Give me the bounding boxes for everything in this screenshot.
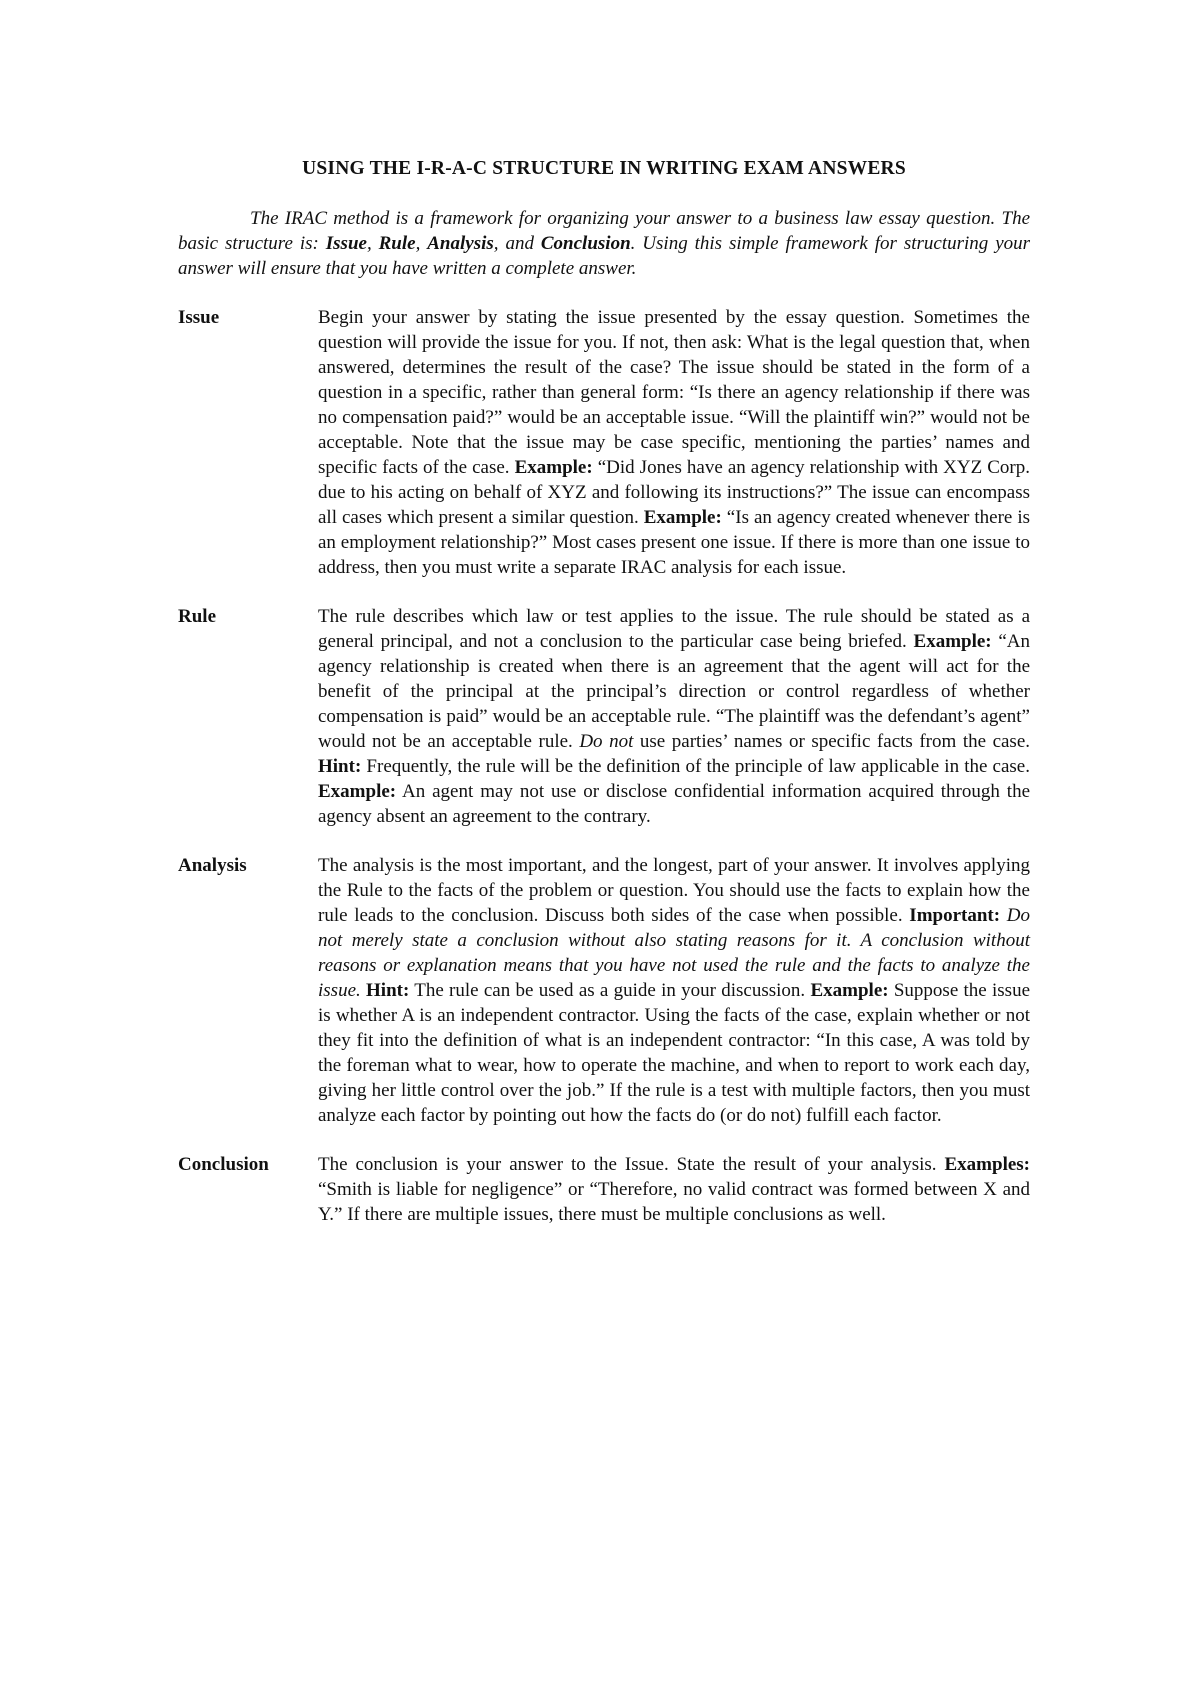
bold-text: Issue bbox=[325, 233, 367, 254]
text-run: An agent may not use or disclose confidential information acquired through the agency absent an agreement to the contrary. bbox=[318, 781, 1030, 827]
document-page bbox=[178, 158, 1030, 1251]
section-label-analysis: Analysis bbox=[178, 855, 247, 876]
italic-text: Do not bbox=[579, 731, 634, 752]
bold-text: Example: bbox=[810, 980, 889, 1001]
bold-text: Hint: bbox=[366, 980, 410, 1001]
text-run: The conclusion is your answer to the Issue. State the result of your analysis. bbox=[318, 1154, 945, 1175]
bold-text: Example: bbox=[913, 631, 992, 652]
section-label-rule: Rule bbox=[178, 606, 216, 627]
text-run: The IRAC method is a framework for organizing your answer to a business law essay question. The basic structure is: bbox=[178, 208, 1030, 254]
text-run: Begin your answer by stating the issue presented by the essay question. Sometimes the question will provide the issue for you. If not, then ask: What is the legal question that, when answered, determines the result of the case? The issue should be stated in the form of a question in a specific, rather than general form: “Is there an agency relationship if there was no compensation paid?” would be an acceptable issue. “Will the plaintiff win?” would not be acceptable. Note that the issue may be case specific, mentioning the parties’ names and specific facts of the case. bbox=[318, 307, 1030, 478]
text-run: use parties’ names or specific facts from the case. bbox=[633, 731, 1031, 752]
text-run: “Did Jones have an agency relationship with XYZ Corp. due to his acting on behalf of XYZ and following its instructions?” The issue can encompass all cases which present a similar question. bbox=[318, 457, 1030, 528]
section-body-issue bbox=[318, 305, 1030, 580]
bold-text: Conclusion bbox=[540, 233, 631, 254]
section-conclusion bbox=[178, 1152, 1030, 1227]
text-run: “Is an agency created whenever there is an employment relationship?” Most cases present one issue. If there is more than one issue to address, then you must write a separate IRAC analysis for each issue. bbox=[318, 507, 1031, 578]
section-body-rule bbox=[318, 604, 1030, 829]
text-run bbox=[1000, 905, 1007, 926]
bold-text: Analysis bbox=[427, 233, 494, 254]
text-run: The rule describes which law or test applies to the issue. The rule should be stated as a general principal, and not a conclusion to the particular case being briefed. bbox=[318, 606, 1030, 652]
bold-text: Important: bbox=[909, 905, 1001, 926]
bold-text: Hint: bbox=[318, 756, 362, 777]
text-run: . Using this simple framework for structuring your answer will ensure that you have written a complete answer. bbox=[178, 233, 1031, 279]
bold-text: Example: bbox=[643, 507, 722, 528]
section-body-conclusion bbox=[318, 1152, 1030, 1227]
text-run: Suppose the issue is whether A is an independent contractor. Using the facts of the case, explain whether or not they fit into the definition of what is an independent contractor: “In this case, A was told by the foreman what to wear, how to operate the machine, and when to report to work each day, giving her little control over the job.” If the rule is a test with multiple factors, then you must analyze each factor by pointing out how the facts do (or do not) fulfill each factor. bbox=[318, 980, 1031, 1126]
text-run: The analysis is the most important, and the longest, part of your answer. It involves applying the Rule to the facts of the problem or question. You should use the facts to explain how the rule leads to the conclusion. Discuss both sides of the case when possible. bbox=[318, 855, 1030, 926]
italic-text: Do not merely state a conclusion without also stating reasons for it. A conclusion without reasons or explanation means that you have not used the rule and the facts to analyze the issue. bbox=[318, 905, 1030, 1001]
section-label-issue: Issue bbox=[178, 307, 220, 328]
bold-text: Example: bbox=[318, 781, 397, 802]
intro-paragraph bbox=[178, 206, 1030, 281]
irac-sections bbox=[178, 305, 1030, 1227]
document-title: USING THE I-R-A-C STRUCTURE IN WRITING EXAM ANSWERS bbox=[302, 158, 906, 179]
section-rule bbox=[178, 604, 1030, 829]
section-body-analysis bbox=[318, 853, 1030, 1128]
section-issue bbox=[178, 305, 1030, 580]
text-run: “Smith is liable for negligence” or “Therefore, no valid contract was formed between X and Y.” If there are multiple issues, there must be multiple conclusions as well. bbox=[318, 1179, 1030, 1225]
text-run: Frequently, the rule will be the definition of the principle of law applicable in the case. bbox=[361, 756, 1030, 777]
text-run: , bbox=[366, 233, 379, 254]
bold-text: Examples: bbox=[944, 1154, 1030, 1175]
text-run: “An agency relationship is created when there is an agreement that the agent will act for the benefit of the principal at the principal’s direction or control regardless of whether compensation is paid” would be an acceptable rule. “The plaintiff was the defendant’s agent” would not be an acceptable rule. bbox=[318, 631, 1030, 752]
section-analysis bbox=[178, 853, 1030, 1128]
text-run: The rule can be used as a guide in your discussion. bbox=[409, 980, 811, 1001]
text-run: , and bbox=[493, 233, 541, 254]
section-label-conclusion: Conclusion bbox=[178, 1154, 269, 1175]
text-run: , bbox=[415, 233, 428, 254]
bold-text: Rule bbox=[378, 233, 416, 254]
bold-text: Example: bbox=[514, 457, 593, 478]
